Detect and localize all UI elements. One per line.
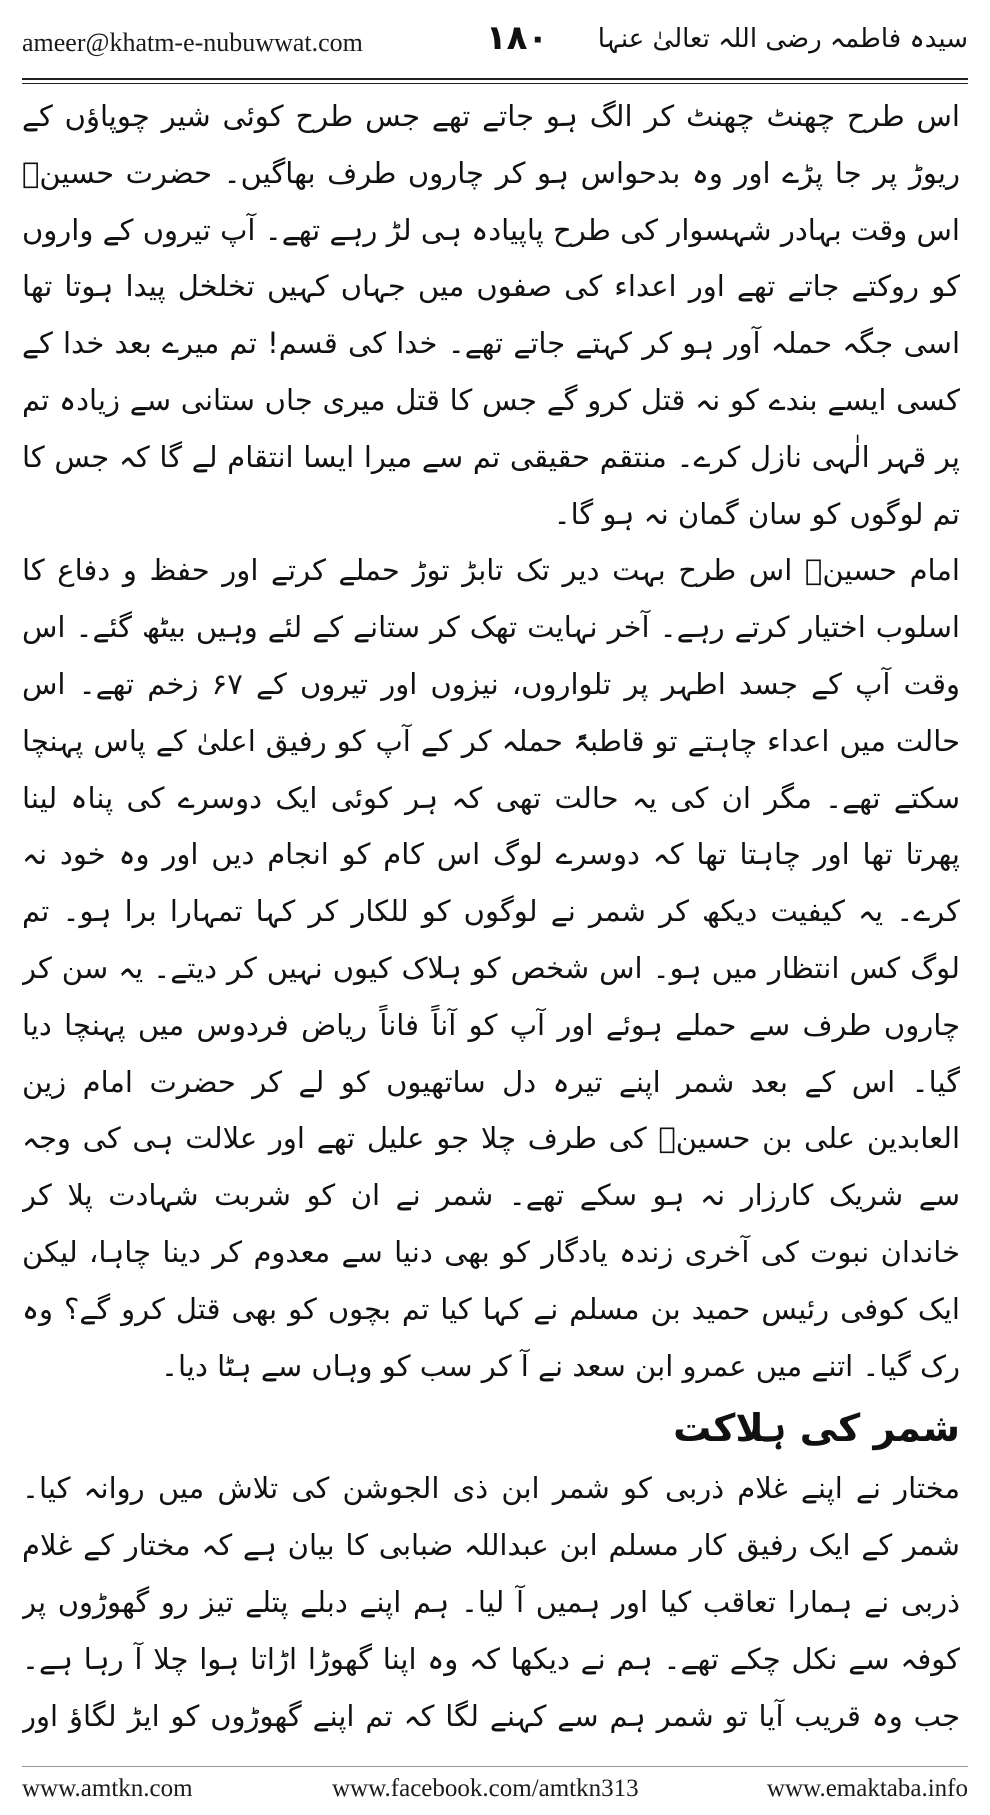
- paragraph-2: امام حسینؓ اس طرح بہت دیر تک تابڑ توڑ حملے کرتے اور حفظ و دفاع کا اسلوب اختیار کرتے رہے۔ آخر نہایت تھک کر ستانے کے لئے وہیں بیٹھ گئے۔ اس وقت آپ کے جسد اطہر پر تلواروں، نیزوں اور تیروں کے ۶۷ زخم تھے۔ اس حالت میں اعداء چاہتے تو قاطبۃً حملہ کر کے آپ کو رفیق اعلیٰ کے پاس پہنچا سکتے تھے۔ مگر ان کی یہ حالت تھی کہ ہر کوئی ایک دوسرے کی پناہ لینا پھرتا تھا اور چاہتا تھا کہ دوسرے لوگ اس کام کو انجام دیں اور وہ خود نہ کرے۔ یہ کیفیت دیکھ کر شمر نے لوگوں کو للکار کر کہا تمہارا برا ہو۔ تم لوگ کس انتظار میں ہو۔ اس شخص کو ہلاک کیوں نہیں کر دیتے۔ یہ سن کر چاروں طرف سے حملے ہوئے اور آپ کو آناً فاناً ریاض فردوس میں پہنچا دیا گیا۔ اس کے بعد شمر اپنے تیرہ دل ساتھیوں کو لے کر حضرت امام زین العابدین علی بن حسینؓ کی طرف چلا جو علیل تھے اور علالت ہی کی وجہ سے شریک کارزار نہ ہو سکے تھے۔ شمر نے ان کو شربت شہادت پلا کر خاندان نبوت کی آخری زندہ یادگار کو بھی دنیا سے معدوم کر دینا چاہا، لیکن ایک کوفی رئیس حمید بن مسلم نے کہا کیا تم بچوں کو بھی قتل کرو گے؟ وہ رک گیا۔ اتنے میں عمرو ابن سعد نے آ کر سب کو وہاں سے ہٹا دیا۔: [22, 553, 960, 1383]
- page-number: ۱۸۰: [485, 18, 549, 58]
- paragraph-1: اس طرح چھنٹ چھنٹ کر الگ ہو جاتے تھے جس طرح کوئی شیر چوپاؤں کے ریوڑ پر جا پڑے اور وہ بدحواس ہو کر چاروں طرف بھاگیں۔ حضرت حسینؓ اس وقت بہادر شہسوار کی طرح پاپیادہ ہی لڑ رہے تھے۔ آپ تیروں کے واروں کو روکتے جاتے تھے اور اعداء کی صفوں میں جہاں کہیں تخلخل پیدا ہوتا تھا اسی جگہ حملہ آور ہو کر کہتے جاتے تھے۔ خدا کی قسم! تم میرے بعد خدا کے کسی ایسے بندے کو نہ قتل کرو گے جس کا قتل میری جاں ستانی سے زیادہ تم پر قہر الٰہی نازل کرے۔ منتقم حقیقی تم سے میرا ایسا انتقام لے گا کہ جس کا تم لوگوں کو سان گمان نہ ہو گا۔: [22, 99, 960, 531]
- footer-link-amtkn[interactable]: www.amtkn.com: [22, 1775, 193, 1802]
- footer-link-emaktaba[interactable]: www.emaktaba.info: [766, 1775, 968, 1802]
- page-footer: [22, 1775, 968, 1807]
- header-email: ameer@khatm-e-nubuwwat.com: [22, 28, 363, 57]
- section-heading: شمر کی ہلاکت: [673, 1406, 960, 1451]
- header-divider: [22, 78, 968, 84]
- footer-divider: [22, 1766, 968, 1767]
- paragraph-3: مختار نے اپنے غلام ذربی کو شمر ابن ذی الجوشن کی تلاش میں روانہ کیا۔ شمر کے ایک رفیق کار مسلم ابن عبداللہ ضبابی کا بیان ہے کہ مختار کے غلام ذربی نے ہمارا تعاقب کیا اور ہمیں آ لیا۔ ہم اپنے دبلے پتلے تیز رو گھوڑوں پر کوفہ سے نکل چکے تھے۔ ہم نے دیکھا کہ وہ اپنا گھوڑا اڑاتا ہوا چلا آ رہا ہے۔ جب وہ قریب آیا تو شمر ہم سے کہنے لگا کہ تم اپنے گھوڑوں کو ایڑ لگاؤ اور: [22, 1471, 960, 1733]
- page-header: [22, 14, 968, 86]
- page-body: [22, 88, 960, 1736]
- footer-link-facebook[interactable]: www.facebook.com/amtkn313: [332, 1775, 639, 1802]
- book-title: سیدہ فاطمہ رضی اللہ تعالیٰ عنہا: [597, 24, 968, 54]
